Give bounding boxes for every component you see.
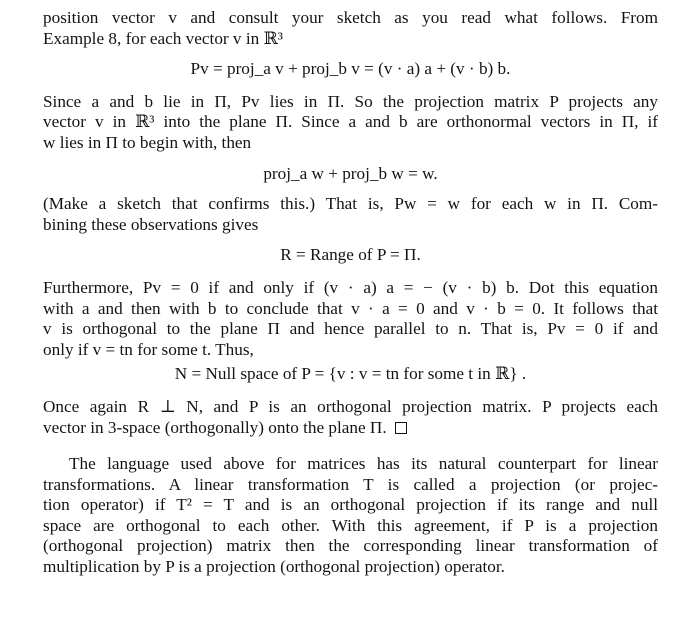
line: space are orthogonal to each other. With this agreement, if P is a projection [43, 515, 658, 535]
line: The language used above for matrices has its natural counterpart for linear [69, 454, 658, 474]
line: transformations. A linear transformation T is called a projection (or projec- [43, 474, 658, 494]
line: position vector v and consult your sketch as you read what follows. From [43, 8, 658, 27]
qed-square-icon [395, 422, 407, 434]
paragraph-null-space [43, 278, 658, 360]
line: bining these observations gives [43, 214, 259, 234]
paragraph-plane [43, 92, 658, 154]
line: vector in 3-space (orthogonally) onto the plane Π. [43, 418, 658, 439]
equation-w-projection: proj_a w + proj_b w = w. [263, 163, 438, 183]
document-page [43, 8, 658, 578]
line: multiplication by P is a projection (orthogonal projection) operator. [43, 557, 505, 577]
line: Once again R ⊥ N, and P is an orthogonal projection matrix. P projects each [43, 396, 658, 416]
line: v is orthogonal to the plane Π and hence parallel to n. That is, Pv = 0 if and [43, 319, 658, 339]
line: with a and then with b to conclude that v · a = 0 and v · b = 0. It follows that [43, 298, 658, 318]
equation-projection-sum: Pv = proj_a v + proj_b v = (v · a) a + (v · b) b. [190, 59, 511, 79]
line: only if v = tn for some t. Thus, [43, 339, 254, 359]
paragraph-sketch [43, 194, 658, 235]
line: Example 8, for each vector v in ℝ³ [43, 28, 283, 48]
paragraph-intro [43, 8, 658, 49]
equation-null-space: N = Null space of P = {v : v = tn for some t in ℝ} . [174, 364, 527, 384]
paragraph-orthogonal [43, 397, 658, 438]
line: vector v in ℝ³ into the plane Π. Since a and b are orthonormal vectors in Π, if [43, 112, 658, 132]
equation-range: R = Range of P = Π. [280, 245, 421, 265]
line: (orthogonal projection) matrix then the corresponding linear transformation of [43, 536, 658, 556]
line: w lies in Π to begin with, then [43, 132, 252, 152]
line: Since a and b lie in Π, Pv lies in Π. So the projection matrix P projects any [43, 91, 658, 111]
line: Furthermore, Pv = 0 if and only if (v · a) a = − (v · b) b. Dot this equation [43, 277, 658, 297]
line: tion operator) if T² = T and is an orthogonal projection if its range and null [43, 495, 658, 515]
paragraph-linear-transformations [43, 454, 658, 578]
line: (Make a sketch that confirms this.) That is, Pw = w for each w in Π. Com- [43, 194, 658, 214]
